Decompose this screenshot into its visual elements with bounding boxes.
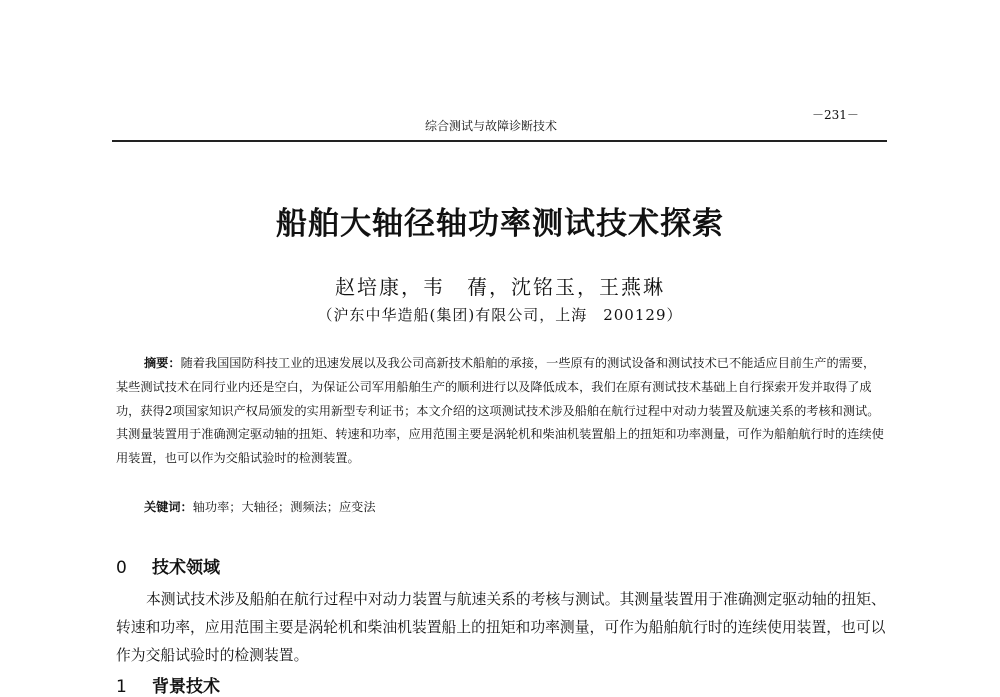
authors: 赵培康，韦 蒨，沈铭玉，王燕琳 [335,275,665,299]
header-rule [112,140,887,142]
next-section-heading [116,672,220,697]
keywords-label: 关键词： [144,500,193,514]
body-paragraph: 本测试技术涉及船舶在航行过程中对动力装置与航速关系的考核与测试。其测量装置用于准确测定驱动轴的扭矩、转速和功率，应用范围主要是涡轮机和柴油机装置船上的扭矩和功率测量，可作为船舶航行时的连续使用装置，也可以作为交船试验时的检测装置。 [116,591,886,664]
affiliation: （沪东中华造船(集团)有限公司，上海 200129） [317,306,683,324]
paper-title: 船舶大轴径轴功率测试技术探索 [276,206,724,242]
section-body [116,586,888,670]
next-section-number: 1 [116,677,127,697]
keywords [144,498,376,515]
section-heading [116,553,220,578]
running-header-section: 综合测试与故障诊断技术 [425,119,558,133]
abstract-text: 随着我国国防科技工业的迅速发展以及我公司高新技术船舶的承接，一些原有的测试设备和测试技术已不能适应目前生产的需要，某些测试技术在同行业内还是空白，为保证公司军用船舶生产的顺利进行以及降低成本，我们在原有测试技术基础上自行探索开发并取得了成功，获得2项国家知识产权局颁发的实用新型专利证书；本文介绍的这项测试技术涉及船舶在航行过程中对动力装置及航速关系的考核和测试。其测量装置用于准确测定驱动轴的扭矩、转速和功率，应用范围主要是涡轮机和柴油机装置船上的扭矩和功率测量，可作为船舶航行时的连续使用装置，也可以作为交船试验时的检测装置。 [116,356,884,466]
section-title: 技术领域 [152,558,220,578]
next-section-title: 背景技术 [152,677,220,697]
abstract-label: 摘要： [144,356,181,370]
abstract [116,352,886,471]
keywords-text: 轴功率；大轴径；测频法；应变法 [192,500,376,514]
section-number: 0 [116,558,127,578]
page-number: －231－ [812,108,859,122]
